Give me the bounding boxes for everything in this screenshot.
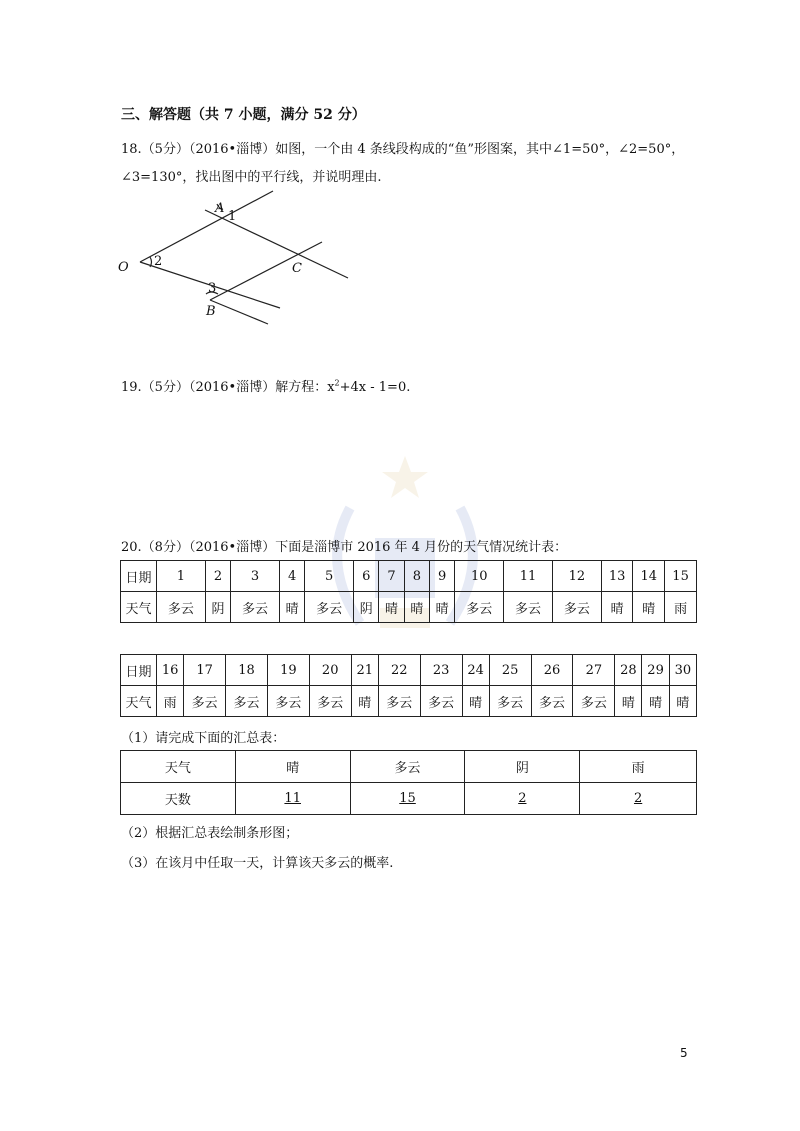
date-cell: 10 [455, 561, 504, 592]
weather-row [121, 592, 697, 623]
weather-cell: 晴 [633, 592, 665, 623]
label-3: 3 [208, 281, 217, 296]
summary-header-cell: 阴 [465, 751, 580, 783]
summary-count: 15 [399, 791, 416, 806]
line-bextend [210, 300, 268, 324]
date-cell: 14 [633, 561, 665, 592]
date-row-label: 日期 [121, 561, 157, 592]
angle-2-arc [150, 257, 152, 267]
fish-figure [110, 190, 370, 340]
date-cell: 22 [378, 655, 420, 686]
weather-cell: 多云 [184, 686, 226, 717]
label-2: 2 [154, 254, 163, 269]
weather-cell: 雨 [157, 686, 184, 717]
date-cell: 18 [226, 655, 268, 686]
weather-cell: 晴 [351, 686, 378, 717]
weather-cell: 多云 [231, 592, 280, 623]
date-cell: 23 [420, 655, 462, 686]
weather-cell: 多云 [552, 592, 601, 623]
summary-count-cell [350, 783, 465, 815]
summary-row-label: 天数 [121, 783, 236, 815]
weather-cell: 多云 [573, 686, 615, 717]
weather-cell: 晴 [642, 686, 669, 717]
date-cell: 3 [231, 561, 280, 592]
q19-text [121, 376, 410, 395]
date-cell: 26 [531, 655, 573, 686]
date-cell: 27 [573, 655, 615, 686]
part-3: （3）在该月中任取一天，计算该天多云的概率. [121, 856, 394, 871]
weather-cell: 多云 [305, 592, 354, 623]
section-heading: 三、解答题（共 7 小题，满分 52 分） [121, 107, 366, 123]
date-cell: 29 [642, 655, 669, 686]
label-o: O [118, 260, 129, 275]
date-cell: 4 [279, 561, 304, 592]
date-cell: 2 [205, 561, 230, 592]
date-cell: 9 [430, 561, 455, 592]
date-cell: 5 [305, 561, 354, 592]
weather-row-label: 天气 [121, 592, 157, 623]
weather-row-label: 天气 [121, 686, 157, 717]
weather-cell: 多云 [157, 592, 206, 623]
date-cell: 7 [379, 561, 404, 592]
weather-cell: 晴 [279, 592, 304, 623]
q19-prefix: 19.（5分）（2016•淄博）解方程：x [121, 380, 335, 395]
date-cell: 8 [404, 561, 429, 592]
date-cell: 17 [184, 655, 226, 686]
weather-cell: 雨 [665, 592, 697, 623]
label-a: A [215, 201, 225, 216]
label-1: 1 [228, 209, 237, 224]
summary-header-cell: 天气 [121, 751, 236, 783]
summary-count-row [121, 783, 697, 815]
weather-table-2 [120, 654, 697, 717]
weather-cell: 多云 [267, 686, 309, 717]
weather-cell: 晴 [462, 686, 489, 717]
summary-count-cell [235, 783, 350, 815]
weather-cell: 多云 [309, 686, 351, 717]
q18-line1: 18.（5分）（2016•淄博）如图，一个由 4 条线段构成的“鱼”形图案，其中∠1=50°，∠2=50°， [121, 142, 685, 157]
summary-table [120, 750, 697, 815]
q19-superscript: 2 [334, 378, 340, 388]
line-bc [210, 242, 322, 300]
date-cell: 16 [157, 655, 184, 686]
date-cell: 25 [489, 655, 531, 686]
part-1: （1）请完成下面的汇总表： [121, 731, 286, 746]
q18-line2: ∠3=130°，找出图中的平行线，并说明理由. [121, 170, 382, 185]
summary-count: 11 [284, 791, 301, 806]
weather-cell: 多云 [504, 592, 553, 623]
weather-cell: 多云 [489, 686, 531, 717]
line-ac [205, 210, 348, 278]
summary-count: 2 [518, 791, 527, 806]
date-cell: 11 [504, 561, 553, 592]
date-cell: 15 [665, 561, 697, 592]
date-row [121, 655, 697, 686]
weather-cell: 晴 [379, 592, 404, 623]
date-cell: 13 [601, 561, 633, 592]
part-2: （2）根据汇总表绘制条形图； [121, 826, 299, 841]
weather-cell: 多云 [420, 686, 462, 717]
q19-suffix: +4x - 1=0. [339, 380, 411, 395]
label-c: C [292, 261, 302, 276]
summary-count: 2 [633, 791, 643, 806]
summary-header-cell: 多云 [350, 751, 465, 783]
date-row [121, 561, 697, 592]
weather-row [121, 686, 697, 717]
label-b: B [206, 304, 216, 319]
summary-count-cell [465, 783, 580, 815]
date-cell: 1 [157, 561, 206, 592]
weather-cell: 晴 [669, 686, 696, 717]
weather-table-1 [120, 560, 697, 623]
summary-header-cell: 晴 [235, 751, 350, 783]
weather-cell: 晴 [615, 686, 642, 717]
date-cell: 30 [669, 655, 696, 686]
q20-intro: 20.（8分）（2016•淄博）下面是淄博市 2016 年 4 月份的天气情况统计表： [121, 540, 568, 555]
weather-cell: 阴 [205, 592, 230, 623]
weather-cell: 多云 [378, 686, 420, 717]
page-number: 5 [680, 1046, 688, 1060]
date-cell: 21 [351, 655, 378, 686]
weather-cell: 阴 [354, 592, 379, 623]
weather-cell: 多云 [455, 592, 504, 623]
date-cell: 24 [462, 655, 489, 686]
weather-cell: 晴 [404, 592, 429, 623]
summary-header-cell: 雨 [580, 751, 697, 783]
weather-cell: 多云 [226, 686, 268, 717]
date-cell: 19 [267, 655, 309, 686]
date-row-label: 日期 [121, 655, 157, 686]
summary-header-row [121, 751, 697, 783]
weather-cell: 晴 [601, 592, 633, 623]
date-cell: 20 [309, 655, 351, 686]
weather-cell: 多云 [531, 686, 573, 717]
line-oa [140, 191, 273, 262]
summary-count-cell [580, 783, 697, 815]
weather-cell: 晴 [430, 592, 455, 623]
date-cell: 12 [552, 561, 601, 592]
date-cell: 6 [354, 561, 379, 592]
date-cell: 28 [615, 655, 642, 686]
